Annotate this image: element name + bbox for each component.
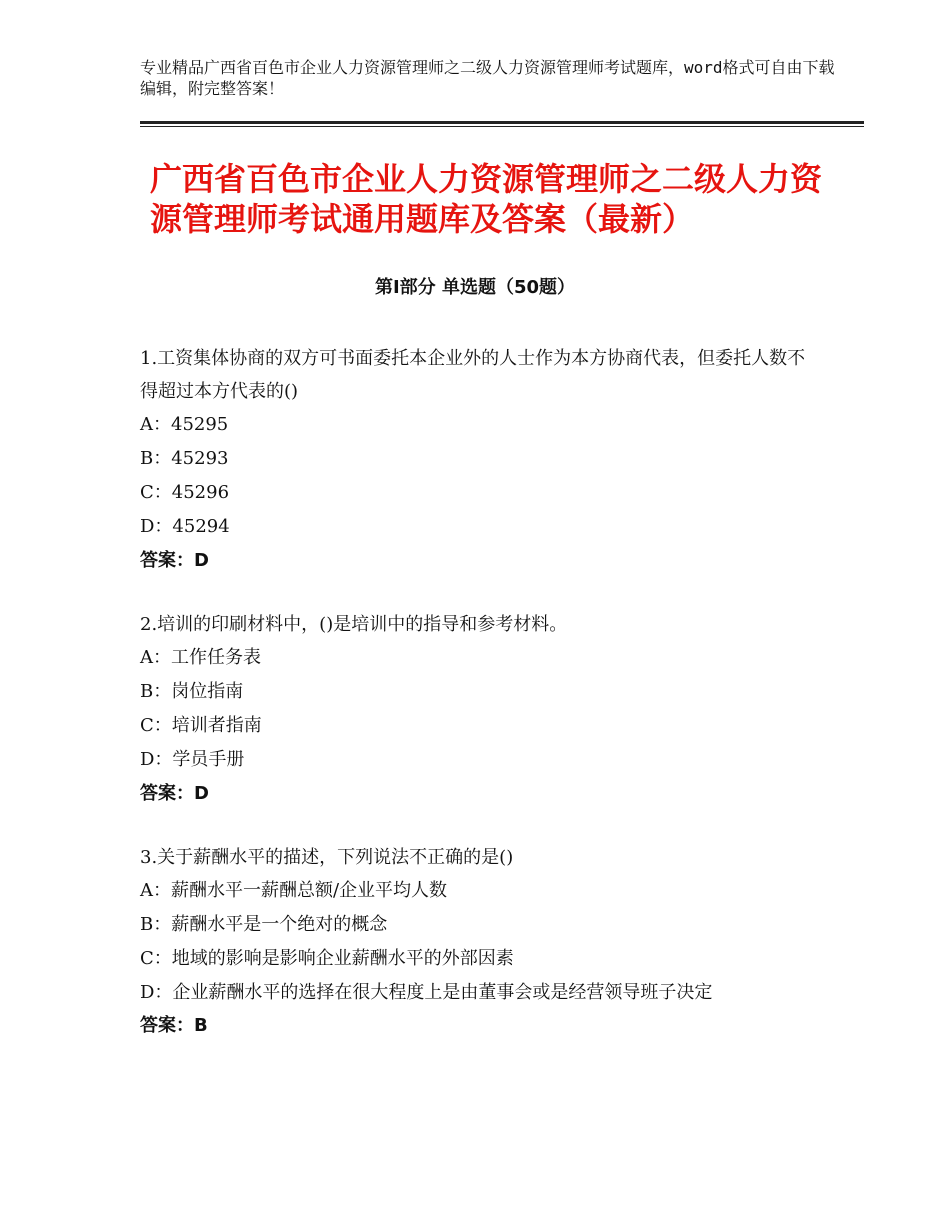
option-a: A：45295 bbox=[140, 414, 229, 435]
option-d: D：企业薪酬水平的选择在很大程度上是由董事会或是经营领导班子决定 bbox=[140, 982, 713, 1003]
document-title: 广西省百色市企业人力资源管理师之二级人力资源管理师考试通用题库及答案（最新） bbox=[150, 160, 823, 238]
question-1 bbox=[140, 342, 820, 578]
answer-label: 答案：D bbox=[140, 783, 209, 804]
answer-label: 答案：D bbox=[140, 550, 209, 571]
header-note: 专业精品广西省百色市企业人力资源管理师之二级人力资源管理师考试题库，word格式可自由下载编辑，附完整答案！ bbox=[140, 58, 835, 98]
question-2 bbox=[140, 608, 820, 811]
answer-label: 答案：B bbox=[140, 1015, 208, 1036]
option-b: B：岗位指南 bbox=[140, 681, 244, 702]
header-rule-thin bbox=[140, 126, 864, 127]
option-c: C：培训者指南 bbox=[140, 715, 262, 736]
header-rule-thick bbox=[140, 121, 864, 124]
option-a: A：工作任务表 bbox=[140, 647, 261, 668]
option-b: B：45293 bbox=[140, 448, 229, 469]
question-stem: 2.培训的印刷材料中，()是培训中的指导和参考材料。 bbox=[140, 614, 568, 635]
option-a: A：薪酬水平一薪酬总额/企业平均人数 bbox=[140, 880, 448, 901]
section-title: 第Ⅰ部分 单选题（50题） bbox=[374, 277, 575, 298]
question-list bbox=[140, 342, 820, 1075]
question-stem: 3.关于薪酬水平的描述，下列说法不正确的是() bbox=[140, 847, 514, 868]
option-c: C：45296 bbox=[140, 482, 230, 503]
option-d: D：学员手册 bbox=[140, 749, 245, 770]
option-d: D：45294 bbox=[140, 516, 230, 537]
question-stem: 1.工资集体协商的双方可书面委托本企业外的人士作为本方协商代表，但委托人数不得超过本方代表的() bbox=[140, 348, 806, 402]
question-3 bbox=[140, 841, 820, 1043]
option-c: C：地域的影响是影响企业薪酬水平的外部因素 bbox=[140, 948, 514, 969]
option-b: B：薪酬水平是一个绝对的概念 bbox=[140, 914, 388, 935]
